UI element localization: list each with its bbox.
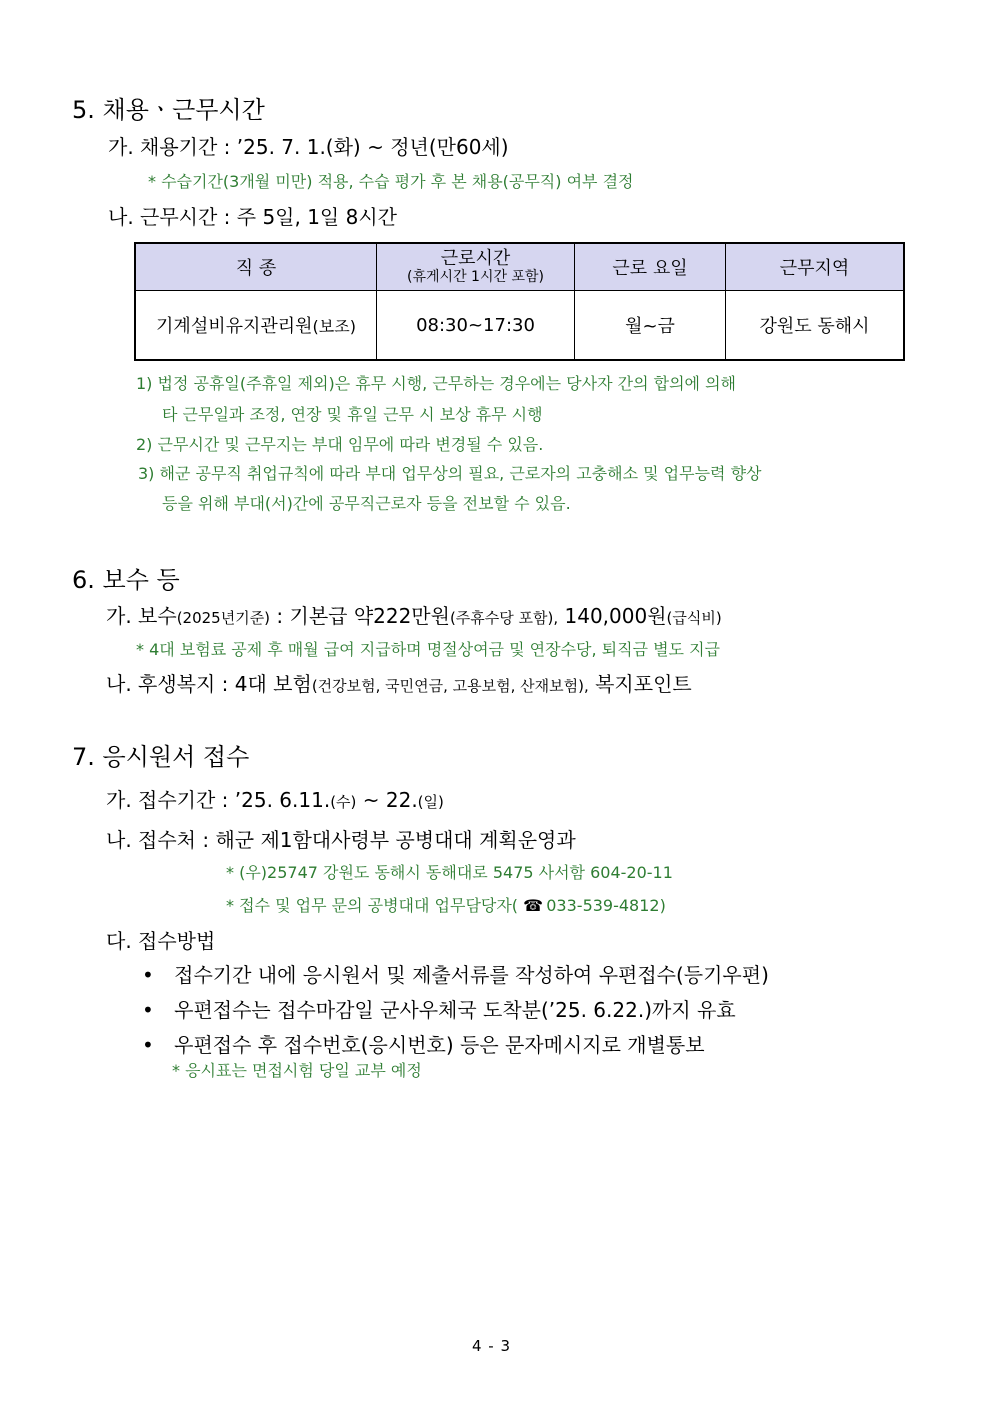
cell-job: [135, 291, 377, 361]
list-item: [142, 1029, 705, 1058]
section6-a-amount: 140,000원: [558, 604, 667, 628]
section7-a-prefix: 가. 접수기간 : ’25. 6.11.: [106, 788, 331, 812]
header-hours-main: 근로시간: [440, 248, 511, 269]
bullet-icon: •: [142, 998, 154, 1022]
table-header-row: [135, 243, 904, 291]
header-region: 근무지역: [726, 243, 905, 291]
header-days: 근로 요일: [575, 243, 726, 291]
list-item: [142, 959, 769, 988]
section7-b-note1: * (우)25747 강원도 동해시 동해대로 5475 사서함 604-20-11: [226, 863, 673, 882]
bullet-icon: •: [142, 963, 154, 987]
header-hours-sub: (휴게시간 1시간 포함): [407, 269, 544, 285]
cell-job-sub: (보조): [312, 317, 356, 336]
header-job: 직 종: [135, 243, 377, 291]
section7-a-day1: (수): [330, 793, 357, 811]
section6-a-line: [106, 600, 722, 629]
page-number: 4 - 3: [472, 1337, 512, 1355]
cell-job-main: 기계설비유지관리원: [156, 316, 313, 337]
bullet-text-1: 접수기간 내에 응시원서 및 제출서류를 작성하여 우편접수(등기우편): [174, 963, 769, 987]
section7-a-day2: (일): [417, 793, 444, 811]
section6-a-prefix: 가. 보수: [106, 604, 177, 628]
section7-c-title: 다. 접수방법: [106, 929, 216, 953]
header-hours: [377, 243, 575, 291]
work-hours-table: [134, 242, 905, 361]
section5-a-note: * 수습기간(3개월 미만) 적용, 수습 평가 후 본 채용(공무직) 여부 결정: [148, 172, 634, 191]
table-row: [135, 291, 904, 361]
section6-b-detail: (건강보험, 국민연금, 고용보험, 산재보험),: [311, 677, 589, 695]
section7-c-note: * 응시표는 면접시험 당일 교부 예정: [172, 1061, 422, 1080]
section5-note-3-cont: 등을 위해 부대(서)간에 공무직근로자 등을 전보할 수 있음.: [162, 494, 571, 513]
section6-b-suffix: 복지포인트: [588, 672, 692, 696]
section6-a-year: (2025년기준): [176, 609, 271, 627]
cell-days: 월~금: [575, 291, 726, 361]
section6-b-line: [106, 668, 692, 697]
list-item: [142, 994, 736, 1023]
cell-hours: 08:30~17:30: [377, 291, 575, 361]
cell-region: 강원도 동해시: [726, 291, 905, 361]
section7-title: 7. 응시원서 접수: [72, 743, 250, 771]
section6-title: 6. 보수 등: [72, 566, 180, 594]
section7-b-note2-phone: 033-539-4812): [546, 896, 666, 915]
section6-a-note: * 4대 보험료 공제 후 매월 급여 지급하며 명절상여금 및 연장수당, 퇴직금 별도 지급: [136, 640, 720, 659]
bullet-icon: •: [142, 1033, 154, 1057]
section5-title: 5. 채용ㆍ근무시간: [72, 96, 265, 124]
section5-note-2: 2) 근무시간 및 근무지는 부대 임무에 따라 변경될 수 있음.: [136, 435, 544, 454]
section7-b-note2-prefix: * 접수 및 업무 문의 공병대대 업무담당자(: [226, 896, 519, 915]
section7-a-mid: ~ 22.: [356, 788, 418, 812]
section6-b-prefix: 나. 후생복지 : 4대 보험: [106, 672, 312, 696]
telephone-icon: ☎: [523, 896, 544, 915]
section6-a-holiday: (주휴수당 포함),: [449, 609, 559, 627]
bullet-text-2: 우편접수는 접수마감일 군사우체국 도착분(’25. 6.22.)까지 유효: [174, 998, 736, 1022]
section7-a-line: [106, 784, 444, 813]
section5-b-main: 나. 근무시간 : 주 5일, 1일 8시간: [108, 205, 397, 229]
section5-note-1-cont: 타 근무일과 조정, 연장 및 휴일 근무 시 보상 휴무 시행: [162, 405, 543, 424]
section7-b-main: 나. 접수처 : 해군 제1함대사령부 공병대대 계획운영과: [106, 828, 576, 852]
section6-a-colon: : 기본급 약222만원: [270, 604, 450, 628]
bullet-text-3: 우편접수 후 접수번호(응시번호) 등은 문자메시지로 개별통보: [174, 1033, 705, 1057]
section5-note-3: 3) 해군 공무직 취업규칙에 따라 부대 업무상의 필요, 근로자의 고충해소 및 업무능력 향상: [138, 464, 762, 483]
section5-note-1: 1) 법정 공휴일(주휴일 제외)은 휴무 시행, 근무하는 경우에는 당사자 간의 합의에 의해: [136, 374, 736, 393]
section7-b-note2: [226, 893, 666, 916]
section6-a-meal: (급식비): [666, 609, 722, 627]
section5-a-main: 가. 채용기간 : ’25. 7. 1.(화) ~ 정년(만60세): [108, 135, 509, 159]
